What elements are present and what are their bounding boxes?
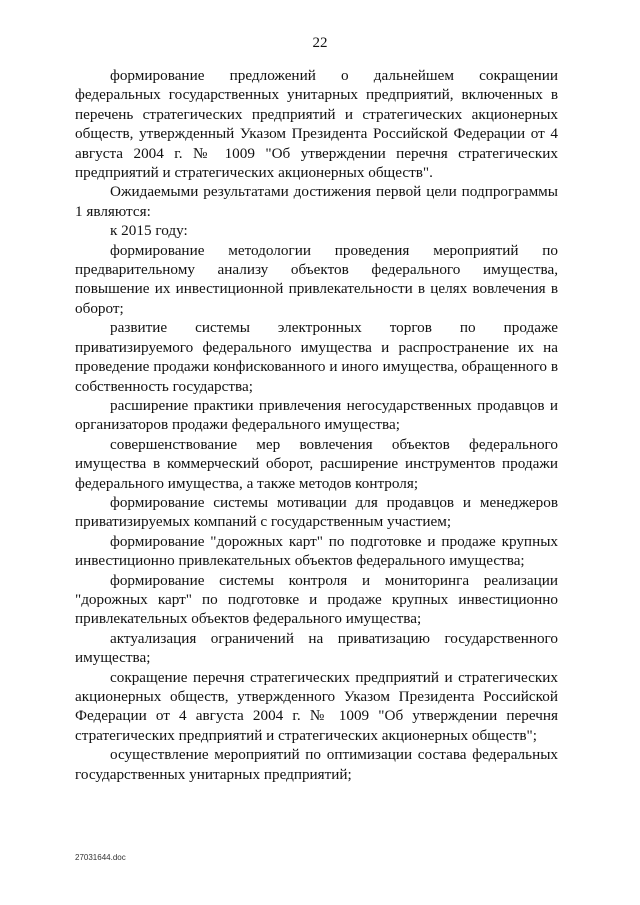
paragraph-13: осуществление мероприятий по оптимизации состава федеральных государственных унитарных предприятий;: [75, 746, 558, 783]
page-number: 22: [312, 35, 328, 51]
paragraph-1: формирование предложений о дальнейшем сокращении федеральных государственных унитарных предприятий, включенных в перечень стратегических предприятий и стратегических акционерных обществ, утвержденный Указом Президента Российской Федерации от 4 августа 2004 г. № 1009 "Об утверждении перечня стратегических предприятий и стратегических акционерных обществ".: [75, 67, 558, 182]
paragraph-12: сокращение перечня стратегических предприятий и стратегических акционерных обществ, утвержденного Указом Президента Российской Федерации от 4 августа 2004 г. № 1009 "Об утверждении перечня стратегических предприятий и стратегических акционерных обществ";: [75, 668, 558, 744]
paragraph-10: формирование системы контроля и мониторинга реализации "дорожных карт" по подготовке и продаже крупных инвестиционно привлекательных объектов федерального имущества;: [75, 571, 558, 628]
paragraph-8: формирование системы мотивации для продавцов и менеджеров приватизируемых компаний с государственным участием;: [75, 493, 558, 531]
paragraph-6: расширение практики привлечения негосударственных продавцов и организаторов продажи федерального имущества;: [75, 396, 558, 434]
paragraph-5: развитие системы электронных торгов по продаже приватизируемого федерального имущества и распространение их на проведение продажи конфискованного и иного имущества, обращенного в собственность государства;: [75, 319, 558, 395]
file-name-footer: 27031644.doc: [75, 853, 126, 862]
paragraph-3: к 2015 году:: [110, 222, 188, 240]
paragraph-9: формирование "дорожных карт" по подготовке и продаже крупных инвестиционно привлекательных объектов федерального имущества;: [75, 532, 558, 570]
paragraph-7: совершенствование мер вовлечения объектов федерального имущества в коммерческий оборот, расширение инструментов продажи федерального имущества, а также методов контроля;: [75, 435, 558, 492]
document-body: [75, 66, 558, 784]
paragraph-11: актуализация ограничений на приватизацию государственного имущества;: [75, 629, 558, 667]
paragraph-2: Ожидаемыми результатами достижения первой цели подпрограммы 1 являются:: [75, 183, 558, 220]
paragraph-4: формирование методологии проведения мероприятий по предварительному анализу объектов федерального имущества, повышение их инвестиционной привлекательности в целях вовлечения в оборот;: [75, 241, 558, 317]
